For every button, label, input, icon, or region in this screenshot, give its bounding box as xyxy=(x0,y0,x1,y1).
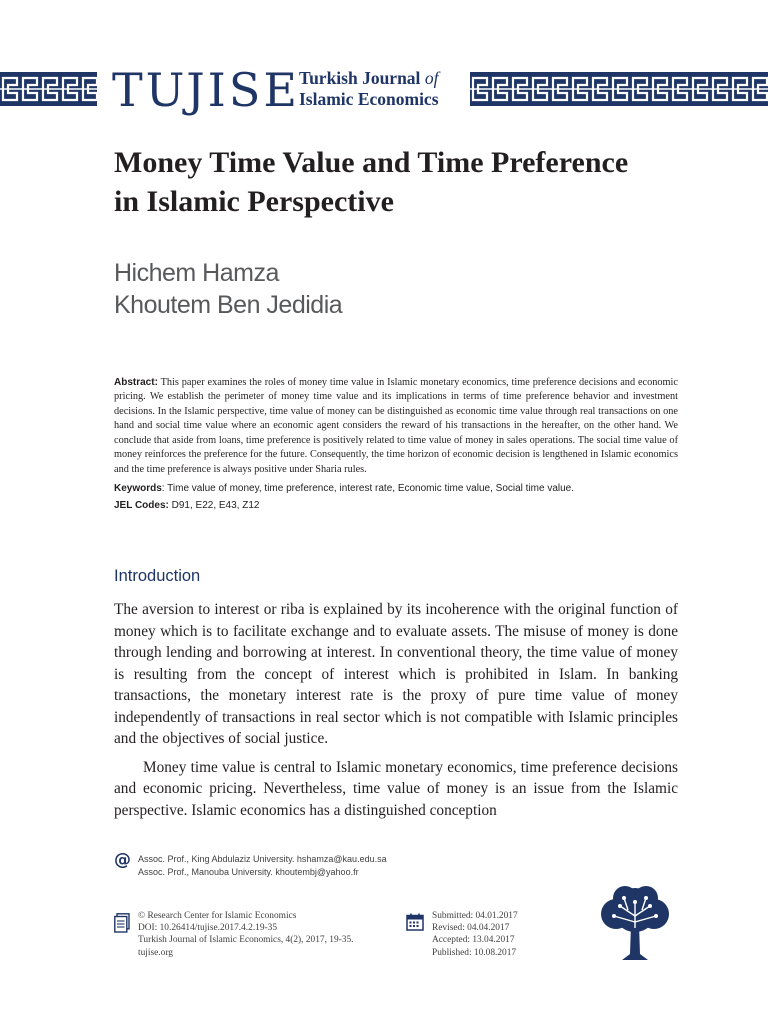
jel-label: JEL Codes: xyxy=(114,499,169,511)
calendar-icon xyxy=(406,913,424,931)
submitted-date: Submitted: 04.01.2017 xyxy=(432,911,518,921)
paper-title xyxy=(114,143,734,221)
abstract-block xyxy=(114,376,678,513)
section-heading-introduction: Introduction xyxy=(114,567,201,585)
body-text xyxy=(114,599,678,821)
publication-lines xyxy=(138,910,418,959)
journal-logo: TUJISE xyxy=(112,63,300,117)
author-2: Khoutem Ben Jedidia xyxy=(114,291,343,319)
tree-logo-icon xyxy=(590,884,680,964)
abstract-label: Abstract: xyxy=(114,377,158,388)
affiliation-2: Assoc. Prof., Manouba University. khoutembj@yahoo.fr xyxy=(138,867,359,877)
jel-text: D91, E22, E43, Z12 xyxy=(168,499,260,511)
at-sign-icon: @ xyxy=(114,850,131,870)
journal-name xyxy=(299,68,439,110)
abstract-text: This paper examines the roles of money time value in Islamic monetary economics, time preference decisions and economic pricing. We establish the perimeter of money time value and its implications in terms of time preference behavior and investment decisions. In the Islamic perspective, time value of money can be distinguished as economic time value through real transactions on one hand and social time value where an economic agent considers the reward of his transactions in the hereafter, on the other hand. We conclude that aside from loans, time preference is positively related to time value of money in sales operations. The social time value of money reinforces the preference for the future. Consequently, the time horizon of economic decision is lengthened in Islamic economics and the time preference is always positive under Sharia rules. xyxy=(114,377,678,475)
journal-website[interactable]: tujise.org xyxy=(138,947,173,958)
journal-name-line2: Islamic Economics xyxy=(299,89,439,109)
paper-title-line2: in Islamic Perspective xyxy=(114,185,394,218)
keywords-label: Keywords xyxy=(114,483,162,495)
authors xyxy=(114,257,342,321)
published-date: Published: 10.08.2017 xyxy=(432,947,517,958)
copyright: © Research Center for Islamic Economics xyxy=(138,911,297,921)
author-1: Hichem Hamza xyxy=(114,259,279,287)
jel-codes xyxy=(114,499,678,513)
abstract xyxy=(114,376,678,477)
accepted-date: Accepted: 13.04.2017 xyxy=(432,935,515,946)
keywords-text: : Time value of money, time preference, interest rate, Economic time value, Social time value. xyxy=(161,483,575,495)
document-icon xyxy=(114,913,130,933)
journal-name-of: of xyxy=(424,68,439,88)
affiliation-1: Assoc. Prof., King Abdulaziz University. hshamza@kau.edu.sa xyxy=(138,854,387,864)
citation: Turkish Journal of Islamic Economics, 4(2), 2017, 19-35. xyxy=(138,935,354,946)
body-paragraph: Money time value is central to Islamic monetary economics, time preference decisions and economic pricing. Nevertheless, time value of money is an issue from the Islamic perspective. Islamic economics has a distinguished conception xyxy=(114,758,678,819)
revised-date: Revised: 04.04.2017 xyxy=(432,923,510,934)
chain-ornament-right xyxy=(470,72,768,106)
paper-title-line1: Money Time Value and Time Preference xyxy=(114,146,629,179)
journal-header xyxy=(0,60,768,122)
body-paragraph: The aversion to interest or riba is explained by its incoherence with the original function of money which is to facilitate exchange and to evaluate assets. The misuse of money is done through lending and borrowing at interest. In conventional theory, the time value of money is resulting from the concept of interest which is prohibited in Islam. In banking transactions, the monetary interest rate is the proxy of pure time value of money independently of transactions in real sector which is not compatible with Islamic principles and the objectives of social justice. xyxy=(114,601,678,747)
keywords xyxy=(114,482,678,496)
doi: DOI: 10.26414/tujise.2017.4.2.19-35 xyxy=(138,923,278,934)
chain-ornament-left xyxy=(0,72,97,106)
affiliation-lines xyxy=(138,853,458,879)
date-lines xyxy=(432,910,518,959)
journal-name-line1: Turkish Journal xyxy=(299,68,425,88)
